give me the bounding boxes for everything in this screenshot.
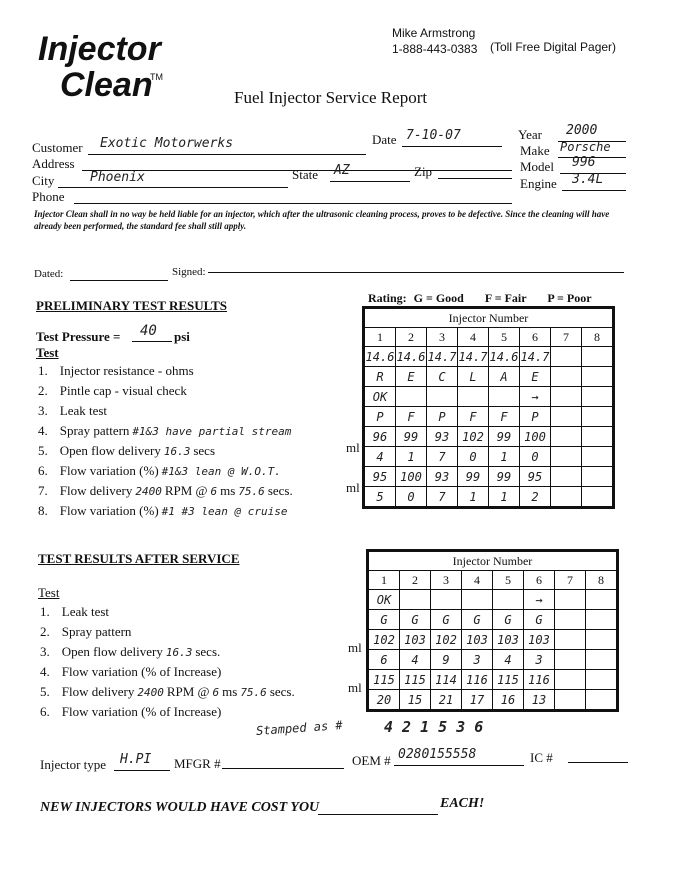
ic-label: IC #: [530, 750, 553, 765]
grid-cell: L: [458, 367, 489, 387]
grid-cell: G: [368, 610, 400, 630]
item-unit: ms: [220, 483, 236, 498]
item-label: Flow delivery: [59, 483, 133, 498]
customer-label: Customer: [32, 140, 83, 155]
grid-cell: 14.7: [520, 347, 551, 367]
grid-cell: 102: [458, 427, 489, 447]
grid-cell: P: [364, 407, 396, 427]
grid-cell: R: [364, 367, 396, 387]
grid-cell: 99: [489, 467, 520, 487]
address-label: Address: [32, 156, 75, 171]
grid-cell: E: [396, 367, 427, 387]
item-number: 8.: [38, 503, 48, 518]
item-label: Spray pattern: [61, 624, 132, 639]
state-value: AZ: [334, 163, 350, 178]
grid-row: [364, 467, 614, 487]
after-item: [40, 704, 221, 720]
grid-row: [368, 670, 618, 690]
date-value: 7-10-07: [406, 128, 461, 143]
grid-title: Injector Number: [368, 551, 618, 571]
grid-cell: 4: [364, 447, 396, 467]
grid-cell: [551, 447, 582, 467]
grid-cell: 14.7: [458, 347, 489, 367]
grid-cell: [493, 590, 524, 610]
grid-cell: 1: [396, 447, 427, 467]
item-unit: ms: [222, 684, 238, 699]
dated-label: Dated:: [34, 268, 64, 280]
item-note: 6: [210, 485, 218, 498]
after-ml-1: ml: [348, 640, 362, 655]
grid-column-header: 6: [520, 328, 551, 347]
grid-cell: 115: [400, 670, 431, 690]
item-label: Pintle cap - visual check: [59, 383, 187, 398]
grid-cell: C: [427, 367, 458, 387]
page-title: Fuel Injector Service Report: [234, 88, 428, 107]
grid-cell: 102: [368, 630, 400, 650]
grid-row: [368, 650, 618, 670]
preliminary-heading: PRELIMINARY TEST RESULTS: [36, 298, 228, 313]
preliminary-item: [38, 443, 215, 459]
signed-label: Signed:: [172, 266, 206, 278]
grid-cell: 3: [462, 650, 493, 670]
grid-cell: 0: [520, 447, 551, 467]
item-note: 2400: [135, 485, 162, 498]
item-note: 16.3: [163, 445, 191, 458]
grid-cell: 103: [400, 630, 431, 650]
grid-cell: [555, 610, 586, 630]
item-note: 75.6: [238, 485, 265, 498]
grid-cell: G: [400, 610, 431, 630]
grid-column-header: 3: [427, 328, 458, 347]
contact-phone: 1-888-443-0383: [392, 42, 478, 56]
item-number: 1.: [38, 363, 48, 378]
grid-cell: 100: [396, 467, 427, 487]
grid-cell: 1: [489, 447, 520, 467]
preliminary-item: [38, 423, 291, 439]
after-item: [40, 664, 221, 680]
grid-cell: 115: [368, 670, 400, 690]
item-note: #1 #3 lean @ cruise: [161, 505, 288, 518]
after-item: [40, 644, 220, 660]
grid-column-header: 2: [400, 571, 431, 590]
grid-cell: 99: [489, 427, 520, 447]
rating-good: G = Good: [413, 291, 464, 305]
mfgr-label: MFGR #: [174, 756, 221, 771]
grid-cell: 14.7: [427, 347, 458, 367]
grid-row: [368, 590, 618, 610]
grid-cell: 99: [396, 427, 427, 447]
after-test-label: Test: [38, 585, 60, 600]
grid-cell: →: [524, 590, 555, 610]
item-unit: secs.: [269, 684, 295, 699]
grid-cell: [586, 650, 618, 670]
grid-cell: 103: [524, 630, 555, 650]
pressure-label: Test Pressure =: [36, 329, 121, 344]
item-unit: secs.: [267, 483, 293, 498]
after-heading: TEST RESULTS AFTER SERVICE: [38, 551, 240, 566]
grid-cell: 102: [431, 630, 462, 650]
grid-row: [364, 427, 614, 447]
item-number: 5.: [40, 684, 50, 699]
grid-cell: P: [427, 407, 458, 427]
rating-legend: [368, 291, 592, 306]
grid-column-header: 5: [493, 571, 524, 590]
grid-cell: 9: [431, 650, 462, 670]
grid-cell: [582, 367, 614, 387]
after-injector-grid: [366, 549, 619, 712]
grid-cell: [582, 487, 614, 508]
stamped-note: Stamped as #: [255, 717, 344, 739]
grid-cell: 1: [489, 487, 520, 508]
grid-cell: [582, 467, 614, 487]
grid-row: [364, 347, 614, 367]
grid-cell: OK: [364, 387, 396, 407]
item-number: 7.: [38, 483, 48, 498]
grid-column-header: 1: [368, 571, 400, 590]
grid-column-header: 8: [582, 328, 614, 347]
grid-column-header: 1: [364, 328, 396, 347]
grid-cell: 20: [368, 690, 400, 711]
date-label: Date: [372, 132, 397, 147]
rating-poor: P = Poor: [547, 291, 592, 305]
prelim-injector-grid: [362, 306, 615, 509]
item-note: 2400: [137, 686, 164, 699]
make-value: Porsche: [560, 140, 611, 154]
grid-cell: [582, 387, 614, 407]
grid-row: [368, 690, 618, 711]
after-item: [40, 604, 109, 620]
zip-label: Zip: [414, 164, 433, 179]
grid-cell: [555, 690, 586, 711]
phone-label: Phone: [32, 189, 65, 204]
item-label: Open flow delivery: [61, 644, 163, 659]
grid-cell: 17: [462, 690, 493, 711]
grid-cell: [586, 630, 618, 650]
item-label: Leak test: [61, 604, 110, 619]
grid-column-header: 8: [586, 571, 618, 590]
grid-cell: 116: [524, 670, 555, 690]
grid-cell: [555, 670, 586, 690]
grid-column-header: 2: [396, 328, 427, 347]
grid-cell: 7: [427, 447, 458, 467]
injector-type-value: H.PI: [120, 752, 152, 767]
contact-name: Mike Armstrong: [392, 26, 476, 40]
item-number: 6.: [38, 463, 48, 478]
pressure-unit: psi: [174, 329, 190, 344]
grid-cell: 99: [458, 467, 489, 487]
grid-cell: 93: [427, 467, 458, 487]
grid-cell: 1: [458, 487, 489, 508]
grid-cell: 14.6: [364, 347, 396, 367]
item-note: #1&3 lean @ W.O.T.: [161, 465, 281, 478]
grid-cell: 6: [368, 650, 400, 670]
grid-cell: A: [489, 367, 520, 387]
item-number: 3.: [40, 644, 50, 659]
grid-cell: G: [524, 610, 555, 630]
item-label: Injector resistance - ohms: [59, 363, 194, 378]
city-value: Phoenix: [90, 170, 145, 185]
year-label: Year: [518, 127, 542, 142]
grid-cell: 13: [524, 690, 555, 711]
grid-row: [364, 367, 614, 387]
grid-cell: [586, 670, 618, 690]
grid-cell: [458, 387, 489, 407]
grid-cell: 14.6: [489, 347, 520, 367]
engine-value: 3.4L: [572, 172, 604, 187]
grid-column-header: 3: [431, 571, 462, 590]
grid-cell: F: [458, 407, 489, 427]
grid-cell: OK: [368, 590, 400, 610]
item-label: Flow variation (% of Increase): [61, 664, 222, 679]
grid-cell: F: [396, 407, 427, 427]
grid-cell: [555, 650, 586, 670]
grid-column-header: 6: [524, 571, 555, 590]
grid-row: [368, 610, 618, 630]
oem-value: 0280155558: [398, 747, 477, 762]
grid-cell: F: [489, 407, 520, 427]
grid-cell: 0: [396, 487, 427, 508]
grid-column-header: 4: [458, 328, 489, 347]
footer-cost-text: NEW INJECTORS WOULD HAVE COST YOU: [40, 800, 320, 815]
item-number: 4.: [40, 664, 50, 679]
grid-cell: 5: [364, 487, 396, 508]
grid-cell: [586, 590, 618, 610]
preliminary-item: [38, 383, 187, 399]
grid-cell: [396, 387, 427, 407]
item-unit: RPM @: [164, 483, 208, 498]
grid-row: [364, 387, 614, 407]
grid-cell: 93: [427, 427, 458, 447]
engine-label: Engine: [520, 176, 557, 191]
model-label: Model: [520, 159, 554, 174]
grid-cell: 4: [493, 650, 524, 670]
item-unit: RPM @: [166, 684, 210, 699]
grid-cell: [555, 630, 586, 650]
grid-cell: [551, 427, 582, 447]
grid-column-header: 5: [489, 328, 520, 347]
after-item: [40, 684, 295, 700]
grid-cell: [586, 690, 618, 711]
grid-column-header: 7: [551, 328, 582, 347]
grid-cell: 7: [427, 487, 458, 508]
grid-cell: G: [493, 610, 524, 630]
grid-cell: [551, 367, 582, 387]
item-note: 16.3: [165, 646, 193, 659]
grid-cell: [551, 407, 582, 427]
grid-cell: [551, 347, 582, 367]
grid-cell: 4: [400, 650, 431, 670]
item-label: Open flow delivery: [59, 443, 161, 458]
grid-cell: [427, 387, 458, 407]
item-unit: secs.: [195, 644, 221, 659]
grid-cell: [582, 407, 614, 427]
grid-cell: G: [462, 610, 493, 630]
grid-cell: 95: [364, 467, 396, 487]
grid-cell: [462, 590, 493, 610]
grid-cell: [582, 447, 614, 467]
grid-cell: 16: [493, 690, 524, 711]
grid-cell: [400, 590, 431, 610]
grid-cell: [582, 427, 614, 447]
item-label: Spray pattern: [59, 423, 130, 438]
item-label: Leak test: [59, 403, 108, 418]
logo-tm: TM: [150, 72, 163, 82]
item-label: Flow variation (%): [59, 503, 159, 518]
item-label: Flow variation (%): [59, 463, 159, 478]
prelim-ml-1: ml: [346, 440, 360, 455]
injector-type-label: Injector type: [40, 757, 107, 772]
pressure-value: 40: [140, 323, 157, 339]
grid-cell: [551, 387, 582, 407]
grid-cell: 95: [520, 467, 551, 487]
grid-cell: 15: [400, 690, 431, 711]
oem-label: OEM #: [352, 753, 391, 768]
contact-note: (Toll Free Digital Pager): [490, 40, 617, 54]
grid-cell: [555, 590, 586, 610]
state-label: State: [292, 167, 318, 182]
year-value: 2000: [566, 123, 598, 138]
grid-cell: [551, 467, 582, 487]
footer-each: EACH!: [440, 796, 485, 811]
item-note: 75.6: [240, 686, 267, 699]
make-label: Make: [520, 143, 550, 158]
customer-value: Exotic Motorwerks: [100, 136, 234, 151]
grid-row: [368, 630, 618, 650]
grid-cell: 116: [462, 670, 493, 690]
grid-column-header: 7: [555, 571, 586, 590]
grid-cell: 114: [431, 670, 462, 690]
grid-cell: [551, 487, 582, 508]
grid-cell: 21: [431, 690, 462, 711]
grid-cell: 100: [520, 427, 551, 447]
grid-cell: 96: [364, 427, 396, 447]
grid-column-header: 4: [462, 571, 493, 590]
grid-cell: G: [431, 610, 462, 630]
preliminary-item: [38, 503, 288, 519]
rating-fair: F = Fair: [484, 291, 527, 305]
preliminary-item: [38, 363, 194, 379]
logo-injector: Injector: [38, 30, 161, 68]
grid-cell: 0: [458, 447, 489, 467]
item-number: 3.: [38, 403, 48, 418]
preliminary-item: [38, 483, 293, 499]
item-label: Flow variation (% of Increase): [61, 704, 222, 719]
item-number: 5.: [38, 443, 48, 458]
city-label: City: [32, 173, 55, 188]
grid-cell: →: [520, 387, 551, 407]
grid-cell: [431, 590, 462, 610]
grid-cell: 14.6: [396, 347, 427, 367]
rating-label: Rating:: [368, 291, 407, 305]
item-note: 6: [212, 686, 220, 699]
prelim-test-label: Test: [36, 345, 59, 360]
disclaimer-text: Injector Clean shall in no way be held liable for an injector, which after the ultrasonic cleaning process, proves to be defective. Since the cleaning will have already been performed, the standard fee shall still apply.: [34, 209, 610, 231]
grid-cell: 103: [493, 630, 524, 650]
grid-cell: 103: [462, 630, 493, 650]
item-number: 6.: [40, 704, 50, 719]
grid-cell: E: [520, 367, 551, 387]
after-item: [40, 624, 131, 640]
grid-cell: 3: [524, 650, 555, 670]
item-number: 2.: [38, 383, 48, 398]
item-unit: secs: [193, 443, 216, 458]
grid-cell: [489, 387, 520, 407]
item-note: #1&3 have partial stream: [132, 425, 292, 438]
item-label: Flow delivery: [61, 684, 135, 699]
item-number: 4.: [38, 423, 48, 438]
item-number: 2.: [40, 624, 50, 639]
item-number: 1.: [40, 604, 50, 619]
grid-cell: [586, 610, 618, 630]
stamped-numbers: 4 2 1 5 3 6: [384, 718, 484, 736]
grid-row: [364, 407, 614, 427]
grid-row: [364, 447, 614, 467]
grid-cell: [582, 347, 614, 367]
logo-clean: Clean: [60, 66, 153, 104]
prelim-ml-2: ml: [346, 480, 360, 495]
preliminary-item: [38, 463, 281, 479]
grid-cell: P: [520, 407, 551, 427]
grid-title: Injector Number: [364, 308, 614, 328]
grid-cell: 115: [493, 670, 524, 690]
grid-cell: 2: [520, 487, 551, 508]
grid-row: [364, 487, 614, 508]
preliminary-item: [38, 403, 107, 419]
after-ml-2: ml: [348, 680, 362, 695]
model-value: 996: [572, 155, 596, 170]
